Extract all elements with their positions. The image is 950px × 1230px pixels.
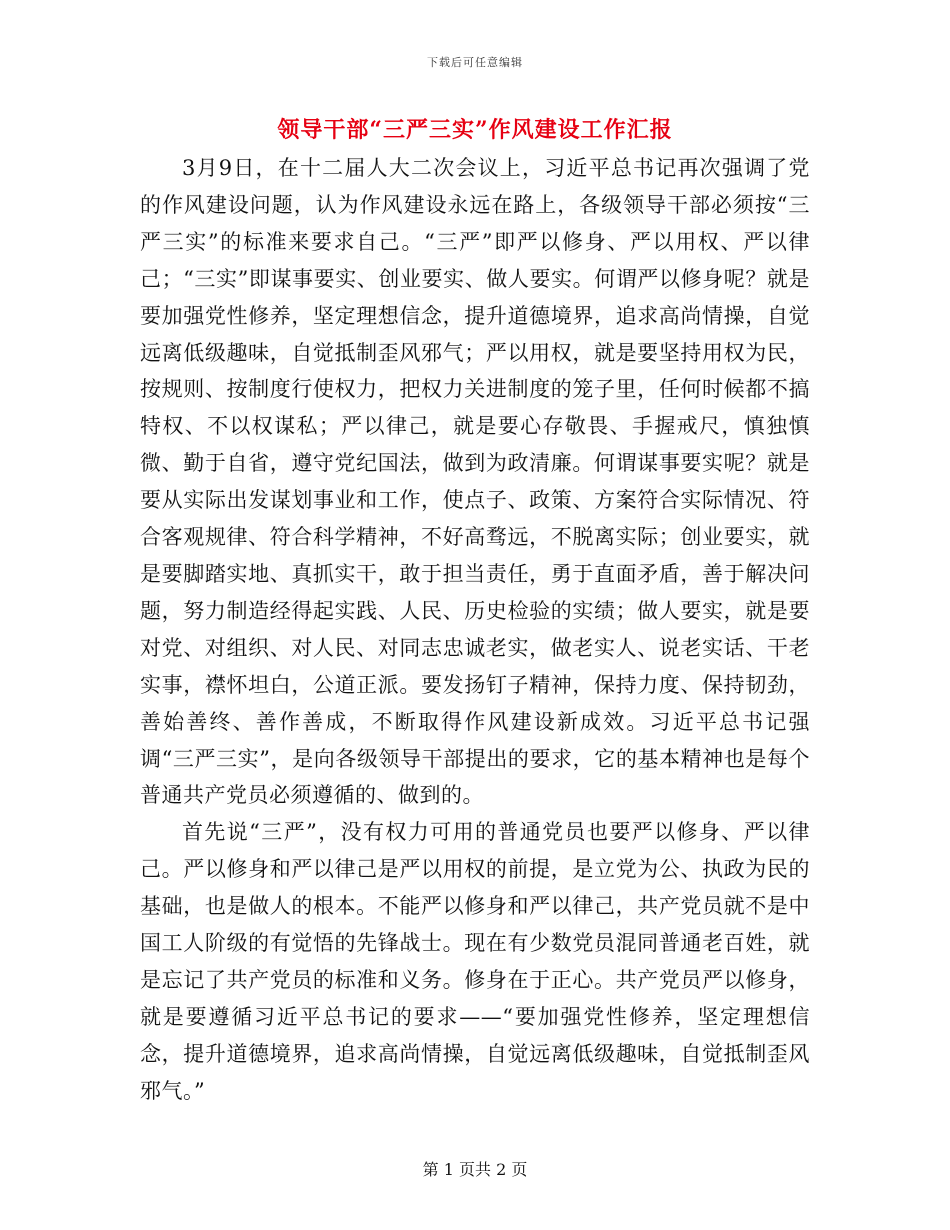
document-body	[140, 150, 810, 1110]
document-title: 领导干部“三严三实”作风建设工作汇报	[277, 117, 673, 143]
header-note: 下载后可任意编辑	[427, 56, 523, 69]
paragraph: 首先说“三严”，没有权力可用的普通党员也要严以修身、严以律己。严以修身和严以律己是严以用权的前提，是立党为公、执政为民的基础，也是做人的根本。不能严以修身和严以律己，共产党员就不是中国工人阶级的有觉悟的先锋战士。现在有少数党员混同普通老百姓，就是忘记了共产党员的标准和义务。修身在于正心。共产党员严以修身，就是要遵循习近平总书记的要求——“要加强党性修养，坚定理想信念，提升道德境界，追求高尚情操，自觉远离低级趣味，自觉抵制歪风邪气。”	[140, 820, 810, 1103]
paragraph: 3月9日，在十二届人大二次会议上，习近平总书记再次强调了党的作风建设问题，认为作风建设永远在路上，各级领导干部必须按“三严三实”的标准来要求自己。“三严”即严以修身、严以用权、严以律己；“三实”即谋事要实、创业要实、做人要实。何谓严以修身呢？就是要加强党性修养，坚定理想信念，提升道德境界，追求高尚情操，自觉远离低级趣味，自觉抵制歪风邪气；严以用权，就是要坚持用权为民，按规则、按制度行使权力，把权力关进制度的笼子里，任何时候都不搞特权、不以权谋私；严以律己，就是要心存敬畏、手握戒尺，慎独慎微、勤于自省，遵守党纪国法，做到为政清廉。何谓谋事要实呢？就是要从实际出发谋划事业和工作，使点子、政策、方案符合实际情况、符合客观规律、符合科学精神，不好高骛远，不脱离实际；创业要实，就是要脚踏实地、真抓实干，敢于担当责任，勇于直面矛盾，善于解决问题，努力制造经得起实践、人民、历史检验的实绩；做人要实，就是要对党、对组织、对人民、对同志忠诚老实，做老实人、说老实话、干老实事，襟怀坦白，公道正派。要发扬钉子精神，保持力度、保持韧劲，善始善终、善作善成，不断取得作风建设新成效。习近平总书记强调“三严三实”，是向各级领导干部提出的要求，它的基本精神也是每个普通共产党员必须遵循的、做到的。	[140, 156, 810, 808]
page-number: 第 1 页共 2 页	[422, 1160, 528, 1179]
